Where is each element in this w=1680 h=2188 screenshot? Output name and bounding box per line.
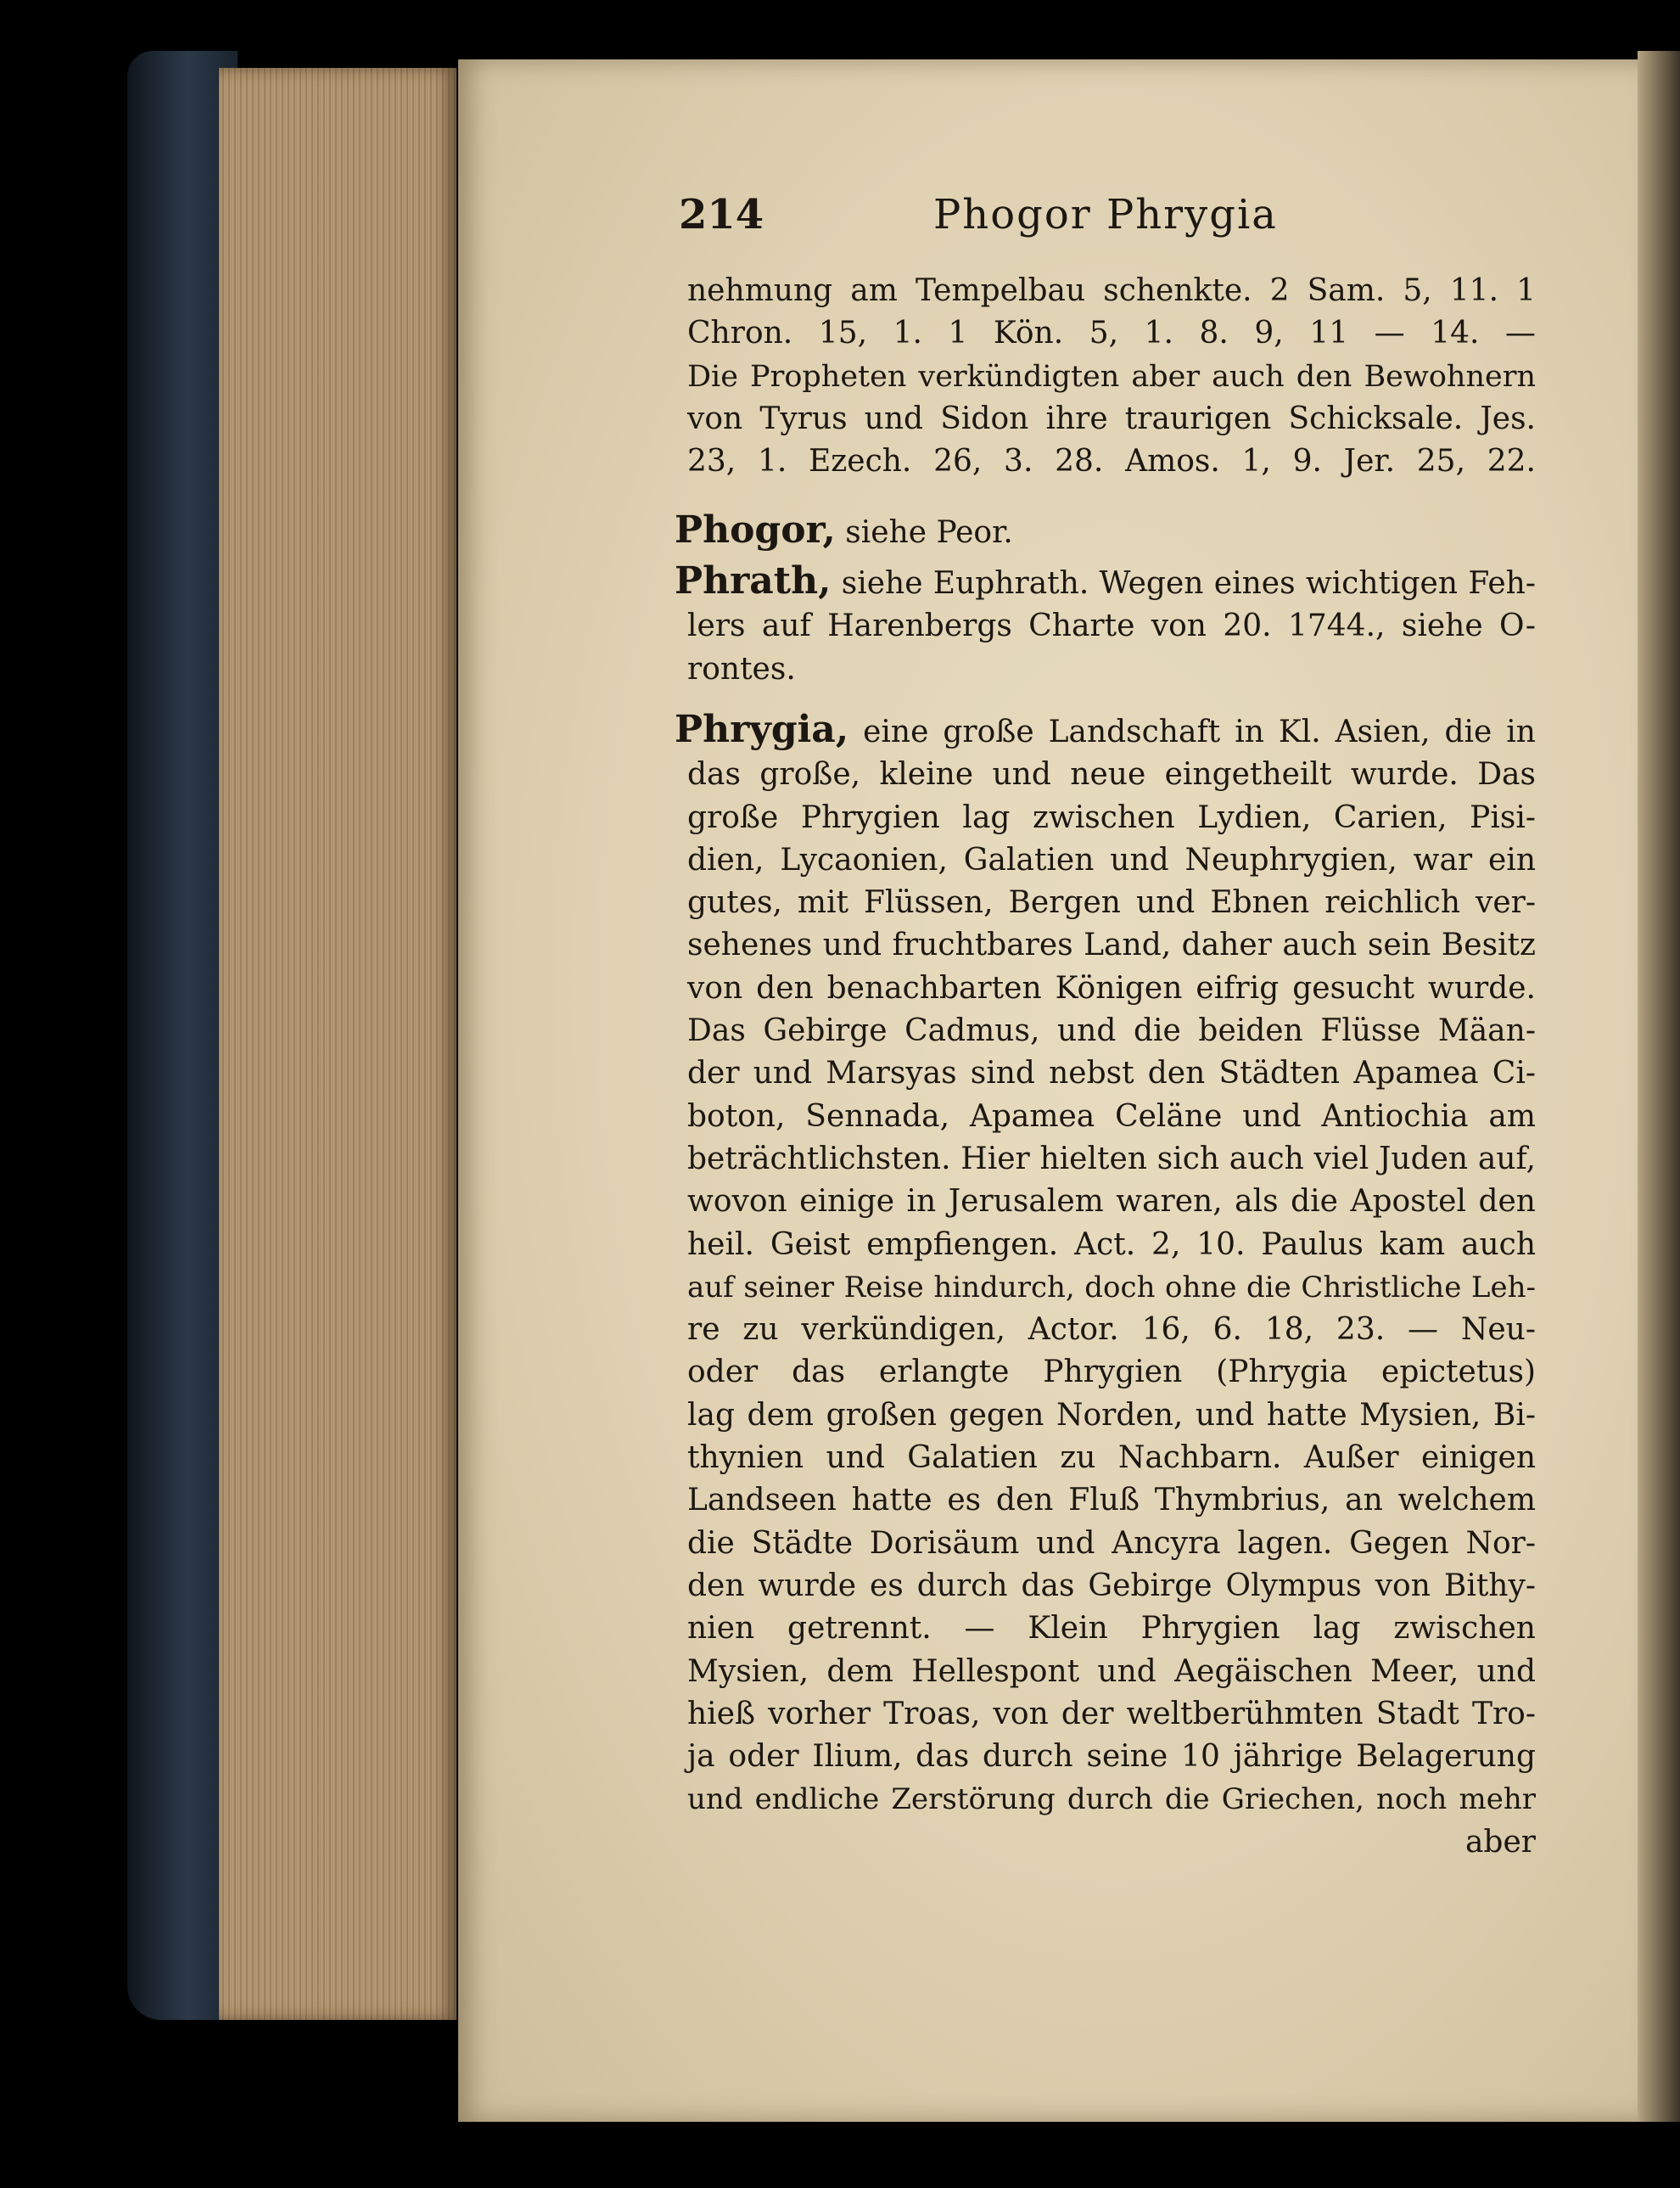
text-line: wovon einige in Jerusalem waren, als die Apostel den: [687, 1184, 1536, 1220]
page-header: [679, 191, 1527, 242]
entry-phogor: [675, 509, 1523, 554]
catchword: aber: [1464, 1824, 1536, 1860]
text-line: oder das erlangte Phrygien (Phrygia epictetus): [687, 1355, 1536, 1390]
text-line: beträchtlichsten. Hier hielten sich auch viel Juden auf,: [687, 1141, 1536, 1176]
text-line: die Städte Dorisäum und Ancyra lagen. Gegen Nor-: [687, 1525, 1536, 1561]
continuation-text: [687, 270, 1536, 483]
text-line: siehe Peor.: [845, 515, 1013, 550]
text-line: der und Marsyas sind nebst den Städten Apamea Ci-: [687, 1056, 1536, 1091]
text-line: lag dem großen gegen Norden, und hatte Mysien, Bi-: [687, 1397, 1536, 1433]
entry-headword: Phrygia,: [675, 708, 849, 751]
text-line: Mysien, dem Hellespont und Aegäischen Meer, und: [687, 1653, 1536, 1689]
text-line: gutes, mit Flüssen, Bergen und Ebnen reichlich ver-: [687, 885, 1536, 921]
text-line: das große, kleine und neue eingetheilt wurde. Das: [687, 757, 1536, 793]
text-line: boton, Sennada, Apamea Celäne und Antiochia am: [687, 1098, 1536, 1134]
text-line: 23, 1. Ezech. 26, 3. 28. Amos. 1, 9. Jer. 25, 22.: [687, 444, 1536, 480]
text-line: Das Gebirge Cadmus, und die beiden Flüsse Mäan-: [687, 1013, 1536, 1049]
text-line: heil. Geist empfiengen. Act. 2, 10. Paulus kam auch: [687, 1226, 1536, 1262]
text-line: nehmung am Tempelbau schenkte. 2 Sam. 5, 11. 1: [687, 273, 1536, 308]
text-line: Landseen hatte es den Fluß Thymbrius, an welchem: [687, 1483, 1536, 1518]
page-number: 214: [679, 191, 764, 238]
text-line: auf seiner Reise hindurch, doch ohne die Christliche Leh-: [687, 1270, 1536, 1304]
text-line: und endliche Zerstörung durch die Griechen, noch mehr: [687, 1782, 1536, 1817]
entry-headword: Phogor,: [675, 508, 836, 552]
text-line: von Tyrus und Sidon ihre traurigen Schicksale. Jes.: [687, 401, 1536, 436]
text-line: siehe Euphrath. Wegen eines wichtigen Feh-: [841, 566, 1536, 601]
entry-phrygia: [675, 709, 1536, 1864]
facing-page-edge: [1638, 51, 1680, 2122]
text-line: Die Propheten verkündigten aber auch den Bewohnern: [687, 359, 1536, 394]
text-line: rontes.: [687, 651, 796, 687]
text-line: re zu verkündigen, Actor. 16, 6. 18, 23. — Neu-: [687, 1312, 1536, 1348]
text-line: lers auf Harenbergs Charte von 20. 1744., siehe O-: [687, 609, 1536, 644]
entry-headword: Phrath,: [675, 559, 832, 603]
text-line: Chron. 15, 1. 1 Kön. 5, 1. 8. 9, 11 — 14. —: [687, 316, 1536, 351]
text-line: von den benachbarten Königen eifrig gesucht wurde.: [687, 970, 1536, 1006]
running-head: Phogor Phrygia: [933, 191, 1278, 238]
text-line: thynien und Galatien zu Nachbarn. Außer einigen: [687, 1440, 1536, 1476]
text-line: nien getrennt. — Klein Phrygien lag zwischen: [687, 1611, 1536, 1647]
text-line: sehenes und fruchtbares Land, daher auch sein Besitz: [687, 928, 1536, 963]
text-line: hieß vorher Troas, von der weltberühmten Stadt Tro-: [687, 1696, 1536, 1731]
text-line: eine große Landschaft in Kl. Asien, die in: [863, 715, 1536, 749]
text-line: ja oder Ilium, das durch seine 10 jährige Belagerung: [687, 1739, 1536, 1775]
text-line: den wurde es durch das Gebirge Olympus von Bithy-: [687, 1568, 1536, 1603]
entry-phrath: [675, 560, 1536, 691]
text-line: dien, Lycaonien, Galatien und Neuphrygien, war ein: [687, 842, 1536, 878]
page-edges: [219, 68, 456, 2020]
text-line: große Phrygien lag zwischen Lydien, Carien, Pisi-: [687, 799, 1536, 835]
